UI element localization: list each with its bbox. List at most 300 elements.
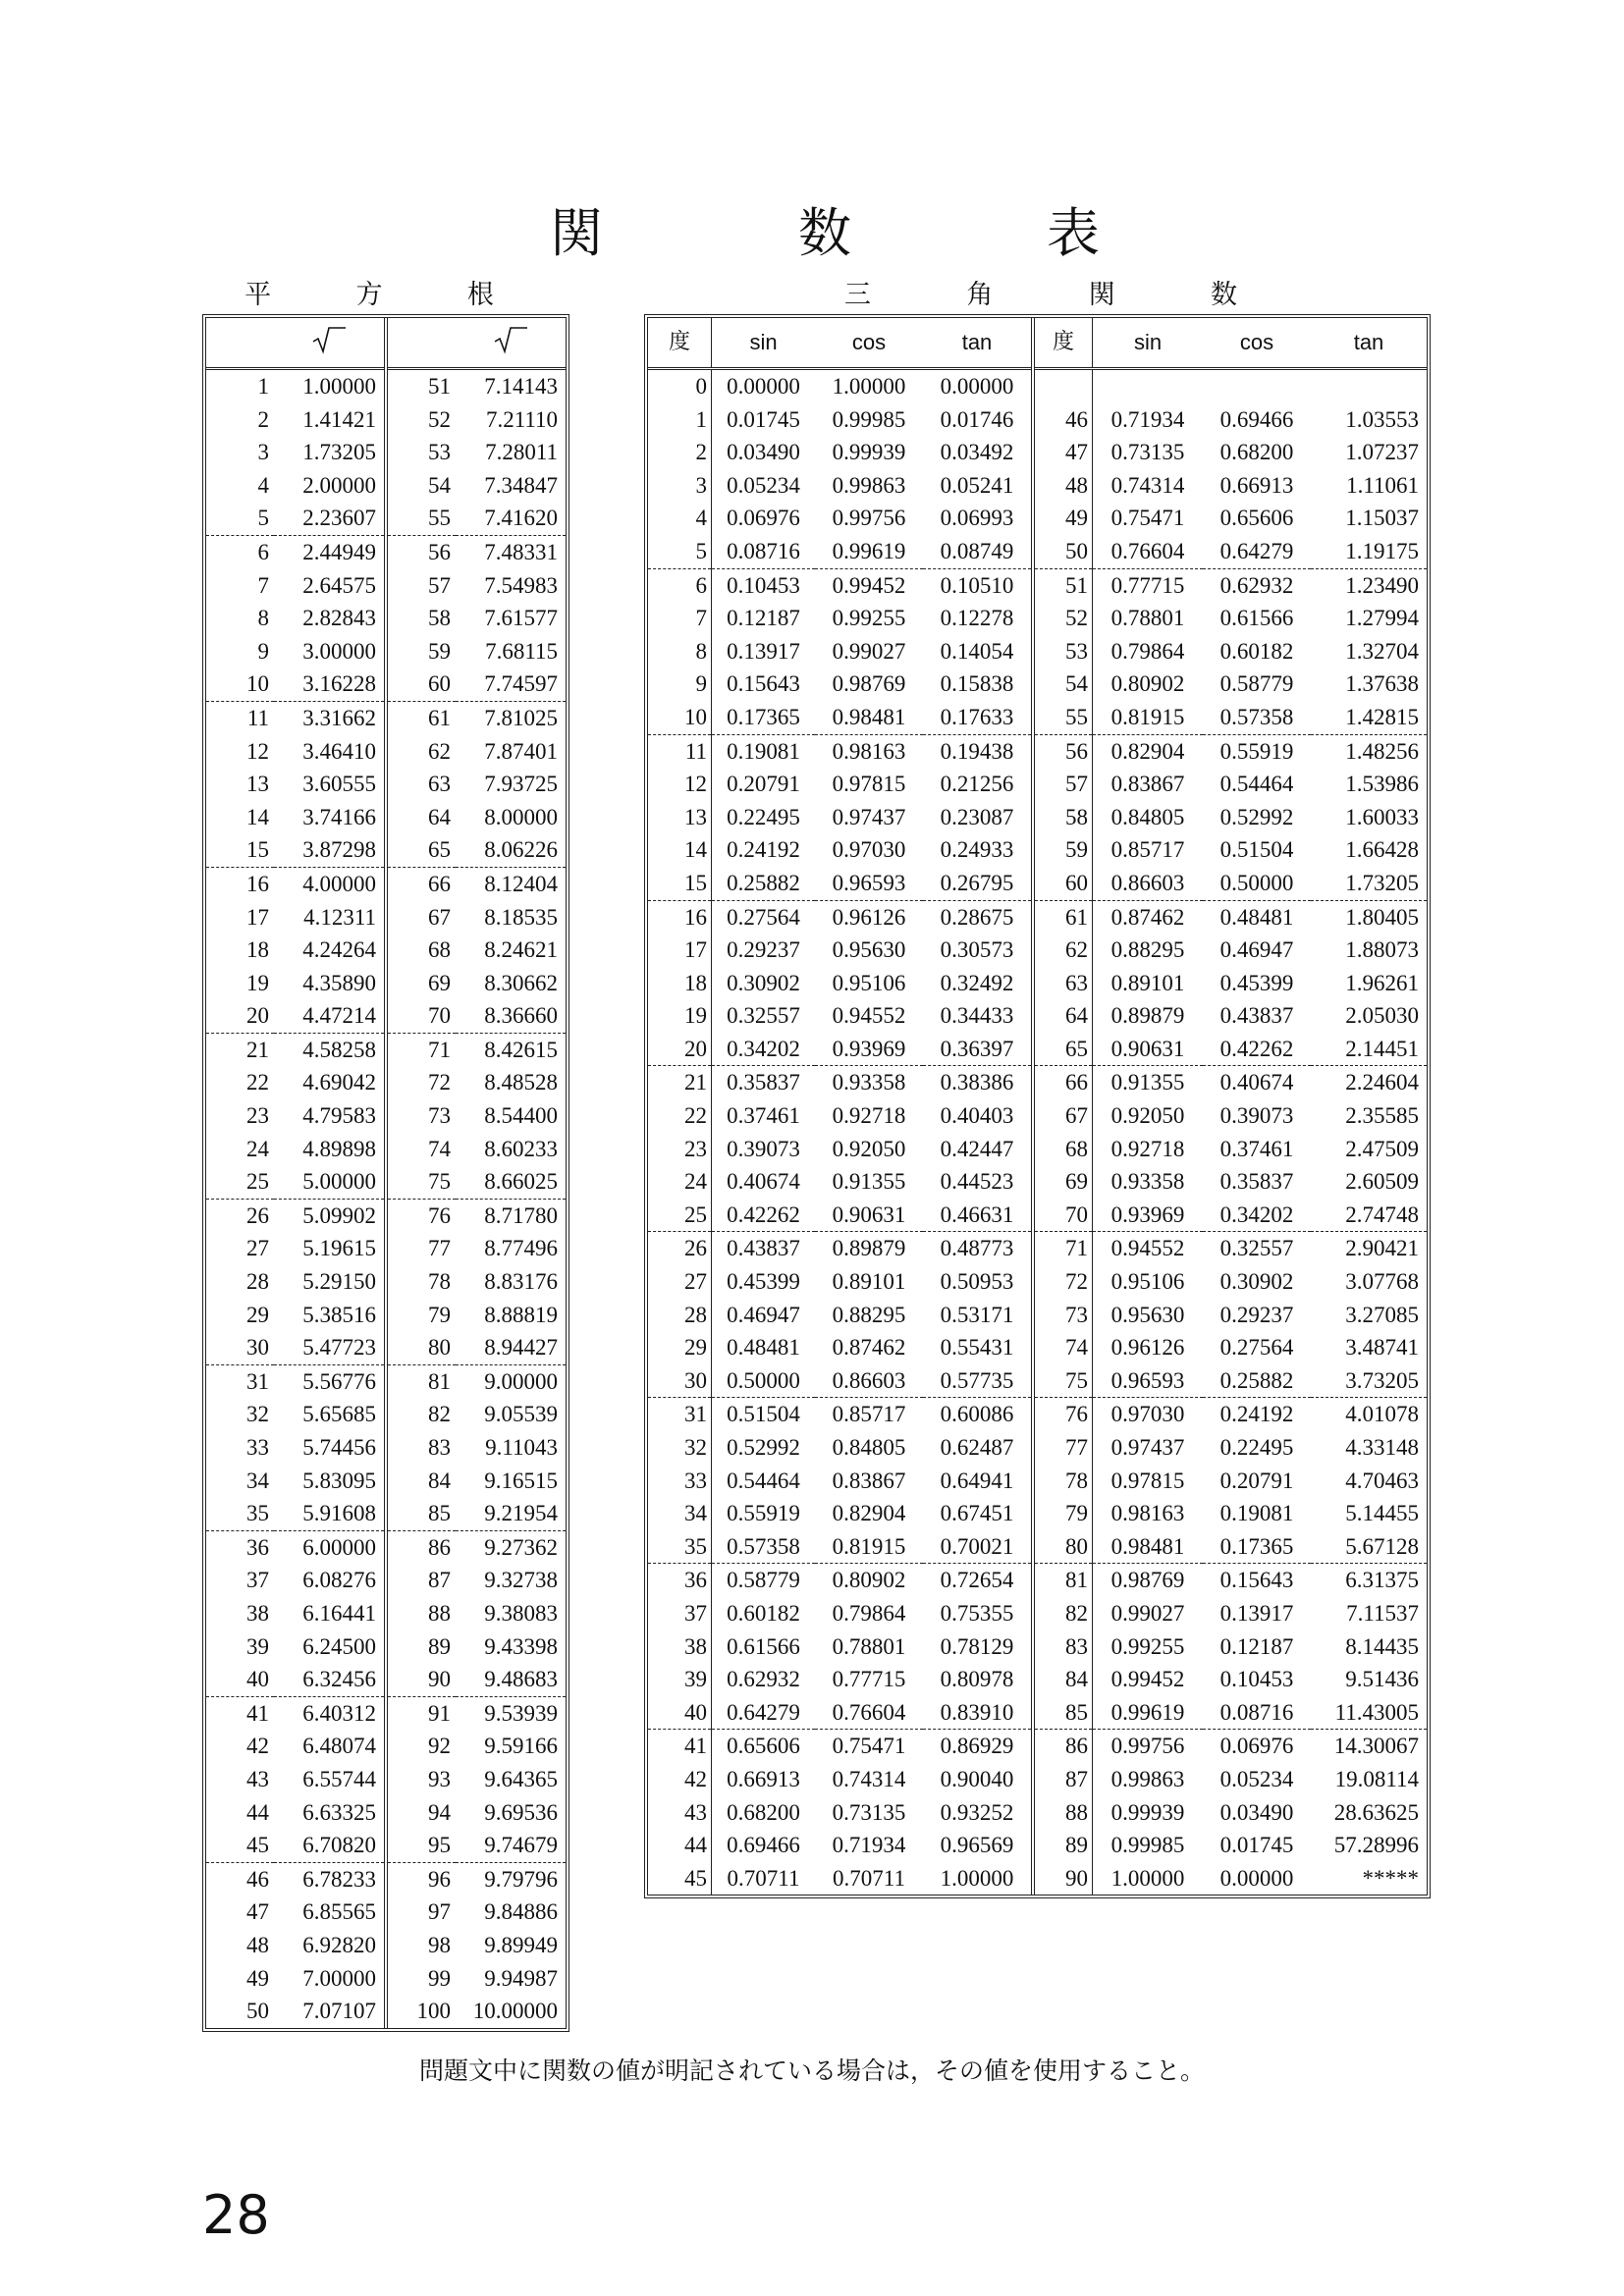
sqrt-table-row — [206, 369, 566, 403]
cos-cell: 0.10453 — [1219, 1667, 1294, 1692]
sin-column-header: sin — [712, 318, 816, 369]
sqrt-column-header — [274, 318, 386, 369]
sqrt-table-row — [206, 1730, 566, 1763]
sqrt-value-cell: 9.69536 — [484, 1799, 558, 1825]
sqrt-value-cell: 8.48528 — [484, 1070, 558, 1095]
sin-cell: 0.06976 — [727, 506, 800, 531]
sqrt-number-cell: 16 — [246, 871, 269, 896]
tan-cell: 3.73205 — [1311, 1364, 1427, 1398]
trig-table-row — [648, 1862, 1427, 1896]
degree-cell: 76 — [1033, 1398, 1093, 1431]
sin-cell: 0.50000 — [712, 1364, 816, 1398]
sqrt-number-cell: 66 — [428, 871, 451, 896]
degree-cell: 33 — [648, 1465, 712, 1498]
tan-cell: 14.30067 — [1333, 1734, 1419, 1759]
sqrt-number-cell: 25 — [206, 1165, 274, 1199]
sin-cell: 0.05234 — [727, 472, 800, 498]
trig-table-row — [648, 1796, 1427, 1830]
sin-cell: 0.35837 — [727, 1070, 800, 1095]
cos-cell: 0.27564 — [1219, 1335, 1294, 1361]
trig-table-row — [648, 1564, 1427, 1597]
cos-cell: 0.95106 — [832, 970, 906, 995]
tan-cell: 0.00000 — [923, 369, 1033, 403]
usage-note: 問題文中に関数の値が明記されている場合は，その値を使用すること。 — [418, 2056, 1205, 2085]
tan-cell: 0.55431 — [923, 1331, 1033, 1364]
trig-table-row — [648, 1465, 1427, 1498]
tan-cell: 1.03553 — [1345, 406, 1419, 432]
sqrt-value-cell: 3.16228 — [274, 667, 386, 701]
trig-table-row — [648, 568, 1427, 602]
sin-cell: 0.90631 — [1093, 1033, 1204, 1066]
degree-cell: 65 — [1033, 1033, 1093, 1066]
sqrt-number-cell: 44 — [246, 1799, 269, 1825]
cos-cell: 0.15643 — [1219, 1568, 1294, 1593]
sqrt-value-cell: 7.87401 — [484, 738, 558, 764]
tan-cell: ***** — [1362, 1865, 1419, 1891]
cos-cell: 0.80902 — [832, 1568, 906, 1593]
sqrt-value-cell: 4.58258 — [274, 1033, 386, 1066]
degree-cell: 49 — [1033, 502, 1093, 535]
trig-table-row — [648, 1696, 1427, 1730]
sqrt-table-row — [206, 1929, 566, 1962]
trig-table-row — [648, 1033, 1427, 1066]
sin-cell: 0.86603 — [1093, 867, 1204, 900]
cos-cell: 0.91355 — [832, 1169, 906, 1195]
sqrt-number-cell: 7 — [257, 572, 269, 598]
sqrt-value-cell: 8.36660 — [456, 999, 566, 1033]
tan-cell: 0.78129 — [923, 1630, 1033, 1664]
cos-cell: 0.96126 — [832, 904, 906, 930]
cos-cell: 0.68200 — [1219, 440, 1294, 465]
sin-cell: 0.79864 — [1110, 638, 1185, 664]
degree-cell: 19 — [648, 999, 712, 1033]
degree-cell: 44 — [648, 1829, 712, 1862]
sin-cell: 0.92050 — [1110, 1103, 1185, 1129]
cos-cell: 0.51504 — [1219, 837, 1294, 863]
sqrt-value-cell: 9.05539 — [484, 1402, 558, 1427]
degree-cell: 17 — [648, 934, 712, 967]
tan-cell: 0.38386 — [923, 1066, 1033, 1099]
sqrt-value-cell: 7.68115 — [485, 638, 558, 664]
degree-cell: 7 — [648, 602, 712, 635]
trig-table-row — [648, 1497, 1427, 1530]
tan-cell: 2.47509 — [1345, 1136, 1419, 1161]
sqrt-section-heading — [202, 273, 536, 311]
sqrt-table-row — [206, 469, 566, 503]
degree-cell: 86 — [1033, 1730, 1093, 1763]
sin-cell: 0.99027 — [1110, 1600, 1185, 1626]
trig-table-row — [648, 801, 1427, 834]
cos-cell: 0.92050 — [832, 1136, 906, 1161]
sqrt-value-cell: 6.16441 — [274, 1597, 386, 1630]
sqrt-symbol-icon — [493, 323, 528, 352]
trig-function-table — [648, 318, 1427, 1895]
sqrt-value-cell: 7.41620 — [456, 502, 566, 535]
sqrt-heading-char: 方 — [355, 280, 383, 310]
tan-cell: 2.60509 — [1345, 1169, 1419, 1195]
sqrt-table-row — [206, 569, 566, 603]
sqrt-number-cell: 86 — [428, 1534, 451, 1560]
tan-cell: 5.67128 — [1311, 1530, 1427, 1564]
cos-cell: 0.90631 — [815, 1199, 923, 1232]
trig-table-row — [648, 1597, 1427, 1630]
sin-cell: 0.82904 — [1110, 738, 1185, 764]
sqrt-number-cell: 98 — [428, 1932, 451, 1957]
sin-cell: 0.60182 — [727, 1600, 800, 1626]
sqrt-number-cell: 76 — [428, 1202, 451, 1228]
sin-cell: 0.61566 — [727, 1633, 800, 1659]
trig-table-row — [648, 1133, 1427, 1166]
sqrt-number-cell: 91 — [428, 1700, 451, 1726]
tan-cell: 2.74748 — [1311, 1199, 1427, 1232]
tan-cell: 1.19175 — [1311, 535, 1427, 568]
sqrt-value-cell: 2.44949 — [274, 535, 386, 568]
sqrt-value-cell: 8.83176 — [484, 1269, 558, 1295]
sqrt-heading-char: 根 — [466, 280, 494, 310]
tan-cell — [1311, 369, 1427, 403]
sqrt-table-row — [206, 1299, 566, 1332]
degree-cell: 16 — [648, 900, 712, 934]
degree-cell: 56 — [1033, 734, 1093, 768]
tan-cell: 57.28996 — [1333, 1833, 1419, 1858]
cos-cell: 0.71934 — [832, 1833, 906, 1858]
cos-cell: 0.96593 — [815, 867, 923, 900]
tan-cell: 1.37638 — [1345, 671, 1419, 697]
degree-cell: 89 — [1033, 1829, 1093, 1862]
sqrt-table-row — [206, 1630, 566, 1664]
trig-table-row — [648, 1199, 1427, 1232]
sqrt-value-cell: 2.82843 — [274, 602, 386, 635]
sqrt-value-cell: 7.93725 — [484, 772, 558, 797]
tan-cell: 6.31375 — [1345, 1568, 1419, 1593]
trig-table-row — [648, 502, 1427, 535]
sqrt-number-cell: 50 — [246, 1999, 269, 2024]
sqrt-number-cell: 73 — [428, 1103, 451, 1129]
tan-cell: 4.70463 — [1345, 1468, 1419, 1493]
cos-cell: 0.94552 — [832, 1003, 906, 1029]
sqrt-table-row — [206, 867, 566, 900]
degree-cell: 8 — [648, 635, 712, 668]
page-title-char: 関 — [550, 202, 603, 264]
trig-table-row — [648, 1364, 1427, 1398]
cos-cell: 0.99756 — [832, 506, 906, 531]
sqrt-table-row — [206, 1033, 566, 1066]
sqrt-table-row — [206, 999, 566, 1033]
tan-cell: 1.00000 — [923, 1862, 1033, 1896]
cos-cell: 0.24192 — [1219, 1402, 1294, 1427]
tan-cell: 0.01746 — [923, 403, 1033, 437]
degree-cell: 29 — [648, 1331, 712, 1364]
sqrt-value-cell: 6.24500 — [274, 1630, 386, 1664]
tan-cell: 1.42815 — [1311, 701, 1427, 734]
sin-cell: 0.68200 — [727, 1799, 800, 1825]
sqrt-value-cell: 9.38083 — [484, 1600, 558, 1626]
tan-cell: 2.90421 — [1345, 1236, 1419, 1261]
sqrt-value-cell: 3.87298 — [274, 833, 386, 867]
sqrt-number-cell: 2 — [257, 406, 269, 432]
sqrt-value-cell: 8.71780 — [484, 1202, 558, 1228]
sin-cell: 0.93358 — [1110, 1169, 1185, 1195]
sqrt-table-row — [206, 1364, 566, 1398]
tan-cell: 3.48741 — [1345, 1335, 1419, 1361]
sqrt-number-cell: 13 — [246, 772, 269, 797]
sqrt-value-cell: 5.74456 — [274, 1431, 386, 1465]
sin-cell: 0.64279 — [712, 1696, 816, 1730]
sin-cell: 0.98163 — [1110, 1501, 1185, 1526]
degree-cell — [1033, 369, 1093, 403]
sqrt-value-cell: 8.66025 — [456, 1165, 566, 1199]
degree-cell: 3 — [648, 469, 712, 503]
tan-cell: 0.32492 — [923, 967, 1033, 1000]
cos-cell: 0.97815 — [832, 772, 906, 797]
trig-table-row — [648, 1829, 1427, 1862]
degree-cell: 32 — [648, 1431, 712, 1465]
trig-table-row — [648, 999, 1427, 1033]
cos-cell: 0.01745 — [1219, 1833, 1294, 1858]
tan-cell: 0.06993 — [923, 502, 1033, 535]
sin-cell: 0.45399 — [727, 1269, 800, 1295]
sqrt-number-cell: 5 — [206, 502, 274, 535]
sqrt-value-cell: 9.00000 — [484, 1368, 558, 1394]
sqrt-number-cell: 27 — [246, 1236, 269, 1261]
degree-cell: 90 — [1033, 1862, 1093, 1896]
sqrt-value-cell: 7.34847 — [484, 472, 558, 498]
sqrt-number-cell: 31 — [246, 1368, 269, 1394]
cos-cell: 0.81915 — [815, 1530, 923, 1564]
sqrt-number-cell: 69 — [428, 970, 451, 995]
sqrt-number-cell: 19 — [246, 970, 269, 995]
tan-cell: 2.35585 — [1345, 1103, 1419, 1129]
cos-cell: 0.87462 — [832, 1335, 906, 1361]
sin-cell: 0.19081 — [727, 738, 800, 764]
trig-table-row — [648, 602, 1427, 635]
tan-cell: 0.60086 — [923, 1398, 1033, 1431]
tan-column-header-2: tan — [1311, 318, 1427, 369]
tan-cell: 0.57735 — [923, 1364, 1033, 1398]
page-number: 28 — [202, 2184, 270, 2246]
trig-table-row — [648, 701, 1427, 734]
cos-cell: 0.75471 — [832, 1734, 906, 1759]
cos-cell: 0.84805 — [832, 1435, 906, 1460]
page-title — [550, 191, 1100, 267]
trig-table-row — [648, 1530, 1427, 1564]
sqrt-number-cell: 82 — [428, 1402, 451, 1427]
degree-cell: 31 — [648, 1398, 712, 1431]
sin-cell: 0.96126 — [1110, 1335, 1185, 1361]
sqrt-table-row — [206, 1465, 566, 1498]
sqrt-table-row — [206, 1431, 566, 1465]
sqrt-number-cell: 77 — [428, 1236, 451, 1261]
sqrt-value-cell: 8.54400 — [484, 1103, 558, 1129]
tan-cell: 4.33148 — [1345, 1435, 1419, 1460]
sqrt-value-cell: 2.23607 — [274, 502, 386, 535]
tan-cell: 0.80978 — [923, 1663, 1033, 1696]
sqrt-table-row — [206, 1265, 566, 1299]
tan-cell: 0.64941 — [923, 1465, 1033, 1498]
cos-cell: 0.97030 — [832, 837, 906, 863]
tan-cell: 0.53171 — [923, 1299, 1033, 1332]
degree-cell: 28 — [648, 1299, 712, 1332]
cos-cell: 0.62932 — [1219, 572, 1294, 598]
tan-cell: 1.15037 — [1345, 506, 1419, 531]
degree-cell: 35 — [648, 1530, 712, 1564]
sqrt-number-cell: 92 — [428, 1734, 451, 1759]
cos-cell: 0.13917 — [1219, 1600, 1294, 1626]
degree-cell: 77 — [1033, 1431, 1093, 1465]
sqrt-number-cell: 20 — [206, 999, 274, 1033]
degree-cell: 85 — [1033, 1696, 1093, 1730]
sqrt-number-cell: 36 — [246, 1534, 269, 1560]
sqrt-value-cell: 9.48683 — [456, 1663, 566, 1696]
sqrt-table-row — [206, 635, 566, 668]
sin-cell: 0.98481 — [1093, 1530, 1204, 1564]
degree-cell: 72 — [1033, 1265, 1093, 1299]
sqrt-number-cell: 96 — [428, 1866, 451, 1892]
trig-table-row — [648, 469, 1427, 503]
sqrt-number-cell: 85 — [386, 1497, 456, 1530]
degree-cell: 52 — [1033, 602, 1093, 635]
sqrt-table-row — [206, 833, 566, 867]
sqrt-table-row — [206, 901, 566, 934]
sqrt-table-row — [206, 768, 566, 801]
degree-cell: 73 — [1033, 1299, 1093, 1332]
sin-cell: 0.34202 — [712, 1033, 816, 1066]
cos-cell: 0.61566 — [1219, 606, 1294, 631]
degree-cell: 41 — [648, 1730, 712, 1763]
sqrt-value-cell: 7.48331 — [484, 539, 558, 564]
tan-cell: 1.32704 — [1345, 638, 1419, 664]
tan-cell: 8.14435 — [1345, 1633, 1419, 1659]
cos-cell: 1.00000 — [832, 374, 906, 399]
degree-cell: 69 — [1033, 1165, 1093, 1199]
cos-cell: 0.99985 — [832, 406, 906, 432]
sqrt-table-row — [206, 1896, 566, 1929]
sqrt-value-cell: 7.74597 — [456, 667, 566, 701]
sqrt-value-cell: 9.32738 — [484, 1568, 558, 1593]
sin-cell: 0.24192 — [727, 837, 800, 863]
sqrt-table-row — [206, 1133, 566, 1166]
sqrt-value-cell: 4.79583 — [274, 1099, 386, 1133]
degree-cell: 15 — [648, 867, 712, 900]
sqrt-value-cell: 9.59166 — [484, 1734, 558, 1759]
tan-cell: 0.46631 — [923, 1199, 1033, 1232]
trig-table-row — [648, 1630, 1427, 1664]
degree-cell: 1 — [648, 403, 712, 437]
cos-cell: 0.46947 — [1219, 937, 1294, 963]
degree-cell: 30 — [648, 1364, 712, 1398]
sqrt-table-row — [206, 502, 566, 535]
cos-cell: 0.82904 — [832, 1501, 906, 1526]
sqrt-value-cell: 2.64575 — [274, 569, 386, 603]
degree-cell: 5 — [648, 535, 712, 568]
cos-cell: 0.03490 — [1219, 1799, 1294, 1825]
tan-cell: 5.14455 — [1345, 1501, 1419, 1526]
sin-cell: 0.30902 — [727, 970, 800, 995]
degree-cell: 2 — [648, 436, 712, 469]
sqrt-number-cell: 78 — [428, 1269, 451, 1295]
sqrt-number-cell: 47 — [246, 1899, 269, 1925]
tan-cell: 0.34433 — [923, 999, 1033, 1033]
cos-cell: 0.06976 — [1219, 1734, 1294, 1759]
cos-cell: 0.42262 — [1203, 1033, 1311, 1066]
cos-cell: 0.64279 — [1203, 535, 1311, 568]
sqrt-value-cell: 4.00000 — [274, 867, 386, 900]
sqrt-number-cell: 28 — [246, 1269, 269, 1295]
sin-cell: 0.99619 — [1093, 1696, 1204, 1730]
cos-cell: 0.97437 — [832, 804, 906, 829]
sqrt-value-cell: 3.60555 — [274, 768, 386, 801]
tan-cell: 0.21256 — [923, 768, 1033, 801]
sqrt-symbol-icon — [311, 323, 347, 352]
cos-cell: 0.70711 — [833, 1865, 905, 1891]
degree-cell: 47 — [1033, 436, 1093, 469]
sqrt-table-row — [206, 1829, 566, 1862]
degree-cell: 10 — [648, 701, 712, 734]
sqrt-number-cell: 84 — [428, 1468, 451, 1493]
sin-cell: 0.95630 — [1110, 1302, 1185, 1327]
sin-cell: 0.66913 — [727, 1766, 800, 1791]
tan-cell: 19.08114 — [1334, 1766, 1419, 1791]
sqrt-number-cell: 48 — [246, 1932, 269, 1957]
degree-cell: 79 — [1033, 1497, 1093, 1530]
cos-cell: 0.35837 — [1219, 1169, 1294, 1195]
sin-cell: 0.73135 — [1110, 440, 1185, 465]
tan-cell: 0.12278 — [923, 602, 1033, 635]
sin-cell: 0.99756 — [1110, 1734, 1185, 1759]
tan-cell: 0.75355 — [923, 1597, 1033, 1630]
sqrt-value-cell: 3.31662 — [274, 701, 386, 734]
sqrt-number-cell: 45 — [206, 1829, 274, 1862]
degree-cell: 71 — [1033, 1232, 1093, 1265]
cos-cell — [1203, 369, 1311, 403]
sqrt-number-cell: 80 — [386, 1331, 456, 1364]
degree-cell: 39 — [648, 1663, 712, 1696]
sin-cell: 0.74314 — [1110, 472, 1185, 498]
degree-cell: 88 — [1033, 1796, 1093, 1830]
sqrt-heading-char: 平 — [244, 280, 272, 310]
sin-cell: 0.69466 — [727, 1833, 800, 1858]
sin-cell: 0.92718 — [1110, 1136, 1185, 1161]
cos-cell: 0.93358 — [832, 1070, 906, 1095]
cos-cell: 0.19081 — [1219, 1501, 1294, 1526]
sin-cell: 0.76604 — [1093, 535, 1204, 568]
trig-heading-char: 関 — [1088, 280, 1115, 310]
sqrt-number-cell: 65 — [386, 833, 456, 867]
trig-table-row — [648, 436, 1427, 469]
tan-cell: 3.27085 — [1345, 1302, 1419, 1327]
sin-cell: 0.13917 — [727, 638, 800, 664]
cos-cell: 0.99027 — [832, 638, 906, 664]
sin-cell: 0.97815 — [1110, 1468, 1185, 1493]
tan-cell: 1.80405 — [1345, 904, 1419, 930]
tan-cell: 1.73205 — [1311, 867, 1427, 900]
sqrt-number-cell: 57 — [428, 572, 451, 598]
trig-table-row — [648, 1165, 1427, 1199]
tan-cell: 0.72654 — [923, 1564, 1033, 1597]
sin-cell — [1093, 369, 1204, 403]
cos-cell: 0.99619 — [815, 535, 923, 568]
sqrt-number-cell: 21 — [246, 1037, 269, 1062]
sqrt-number-cell: 70 — [386, 999, 456, 1033]
sin-cell: 0.20791 — [727, 772, 800, 797]
cos-cell: 0.83867 — [832, 1468, 906, 1493]
sqrt-value-cell: 3.46410 — [274, 735, 386, 769]
degree-cell: 12 — [648, 768, 712, 801]
degree-cell: 57 — [1033, 768, 1093, 801]
cos-cell: 0.99452 — [832, 572, 906, 598]
sqrt-table-row — [206, 1862, 566, 1896]
tan-cell: 1.11061 — [1346, 472, 1419, 498]
